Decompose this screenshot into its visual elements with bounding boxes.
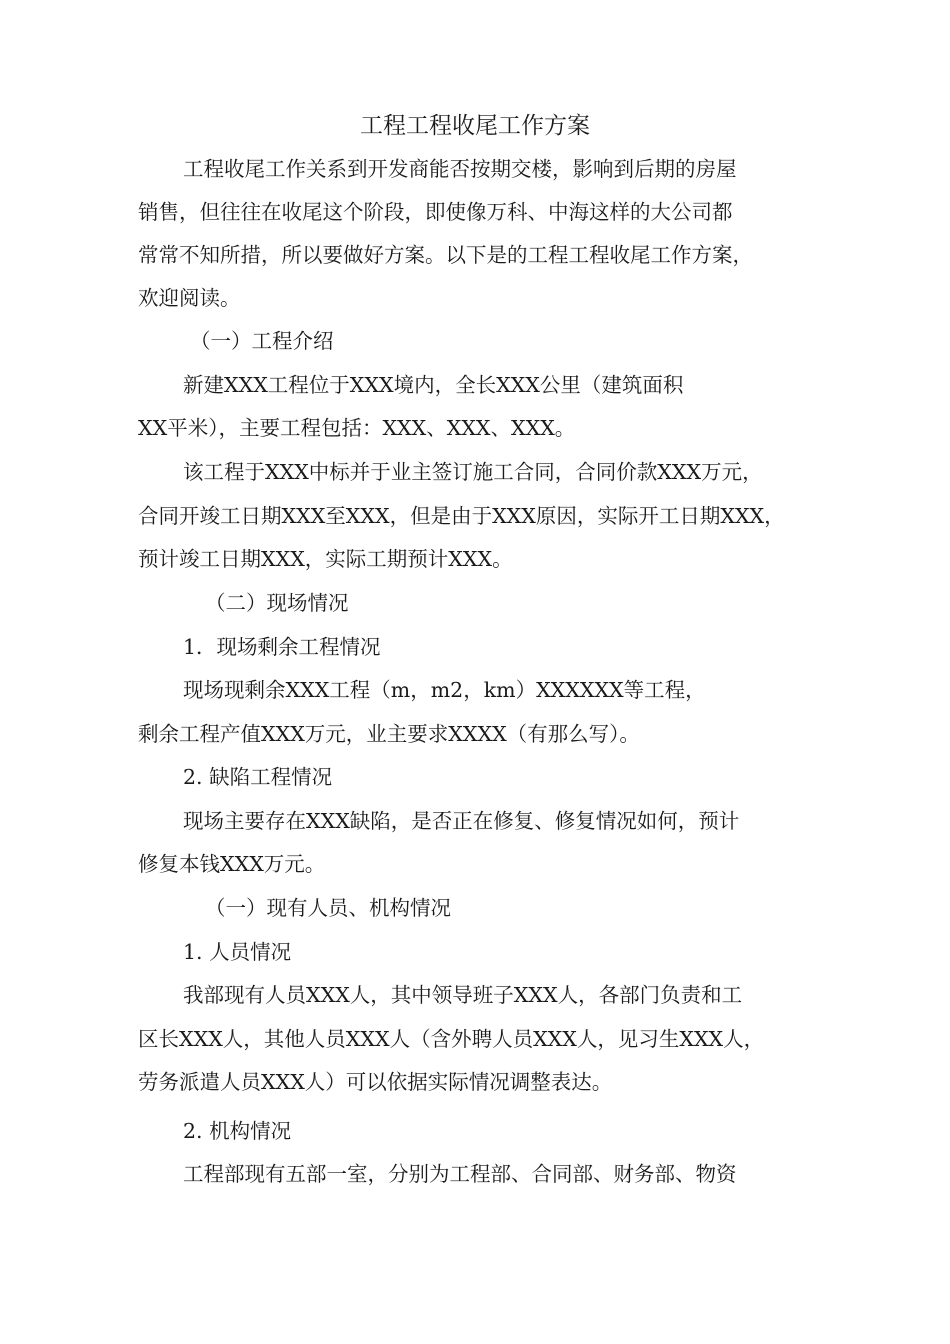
paragraph-line: 合同开竣工日期XXX至XXX，但是由于XXX原因，实际开工日期XXX，	[138, 504, 785, 528]
section-heading: （二）现场情况	[205, 591, 349, 615]
section-heading: （一）工程介绍	[190, 329, 334, 353]
subsection-heading: 1．现场剩余工程情况	[183, 635, 381, 659]
paragraph-line: 常常不知所措，所以要做好方案。以下是的工程工程收尾工作方案，	[138, 243, 753, 267]
subsection-heading: 1. 人员情况	[183, 940, 292, 964]
paragraph-line: 现场主要存在XXX缺陷，是否正在修复、修复情况如何，预计	[183, 809, 740, 833]
section-heading: （一）现有人员、机构情况	[205, 896, 451, 920]
paragraph-line: 剩余工程产值XXX万元，业主要求XXXX（有那么写）。	[138, 722, 640, 746]
paragraph-line: 该工程于XXX中标并于业主签订施工合同，合同价款XXX万元，	[183, 460, 763, 484]
paragraph-line: 预计竣工日期XXX，实际工期预计XXX。	[138, 547, 513, 571]
paragraph-line: 工程部现有五部一室，分别为工程部、合同部、财务部、物资	[183, 1162, 737, 1186]
paragraph-line: 销售，但往往在收尾这个阶段，即使像万科、中海这样的大公司都	[138, 200, 733, 224]
paragraph-line: 区长XXX人，其他人员XXX人（含外聘人员XXX人，见习生XXX人，	[138, 1027, 765, 1051]
paragraph-line: 修复本钱XXX万元。	[138, 852, 326, 876]
paragraph-line: 欢迎阅读。	[138, 286, 241, 310]
subsection-heading: 2. 机构情况	[183, 1119, 292, 1143]
paragraph-line: 我部现有人员XXX人，其中领导班子XXX人，各部门负责和工	[183, 983, 743, 1007]
subsection-heading: 2. 缺陷工程情况	[183, 765, 333, 789]
paragraph-line: 现场现剩余XXX工程（m，m2，km）XXXXXX等工程，	[183, 678, 706, 702]
document-title: 工程工程收尾工作方案	[360, 113, 590, 139]
paragraph-line: 工程收尾工作关系到开发商能否按期交楼，影响到后期的房屋	[183, 157, 737, 181]
paragraph-line: 新建XXX工程位于XXX境内，全长XXX公里（建筑面积	[183, 373, 684, 397]
paragraph-line: XX平米），主要工程包括：XXX、XXX、XXX。	[138, 416, 576, 440]
paragraph-line: 劳务派遣人员XXX人）可以依据实际情况调整表达。	[138, 1070, 613, 1094]
